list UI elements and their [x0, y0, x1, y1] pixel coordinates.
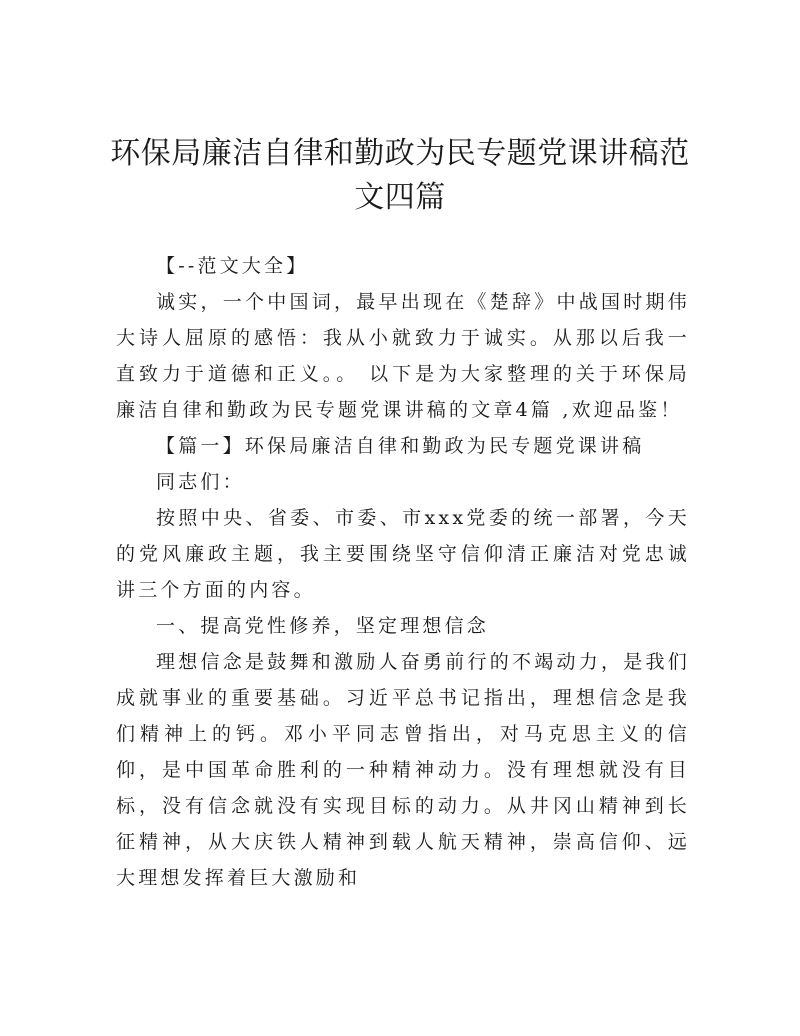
paragraph-source-tag: 【--范文大全】 — [156, 255, 309, 277]
paragraph-ideals: 理想信念是鼓舞和激励人奋勇前行的不竭动力，是我们成就事业的重要基础。习近平总书记指出，理想信念是我们精神上的钙。邓小平同志曾指出，对马克思主义的信仰，是中国革命胜利的一种精神动力。没有理想就没有目标，没有信念就没有实现目标的动力。从井冈山精神到长征精神，从大庆铁人精神到载人航天精神，崇高信仰、远大理想发挥着巨大激励和 — [116, 651, 690, 889]
document-body — [116, 248, 690, 896]
paragraph-salutation: 同志们： — [156, 471, 245, 493]
paragraph-section-heading: 【篇一】环保局廉洁自律和勤政为民专题党课讲稿 — [156, 435, 645, 457]
paragraph-opening: 按照中央、省委、市委、市xxx党委的统一部署，今天的党风廉政主题，我主要围绕坚守信仰清正廉洁对党忠诚讲三个方面的内容。 — [116, 507, 690, 601]
paragraph-subheading: 一、提高党性修养，坚定理想信念 — [156, 615, 490, 637]
paragraph-intro: 诚实，一个中国词，最早出现在《楚辞》中战国时期伟大诗人屈原的感悟：我从小就致力于诚实。从那以后我一直致力于道德和正义。。 以下是为大家整理的关于环保局廉洁自律和勤政为民专题党课讲稿的文章4篇 ,欢迎品鉴！ — [116, 291, 690, 421]
document-title: 环保局廉洁自律和勤政为民专题党课讲稿范文四篇 — [110, 136, 690, 215]
